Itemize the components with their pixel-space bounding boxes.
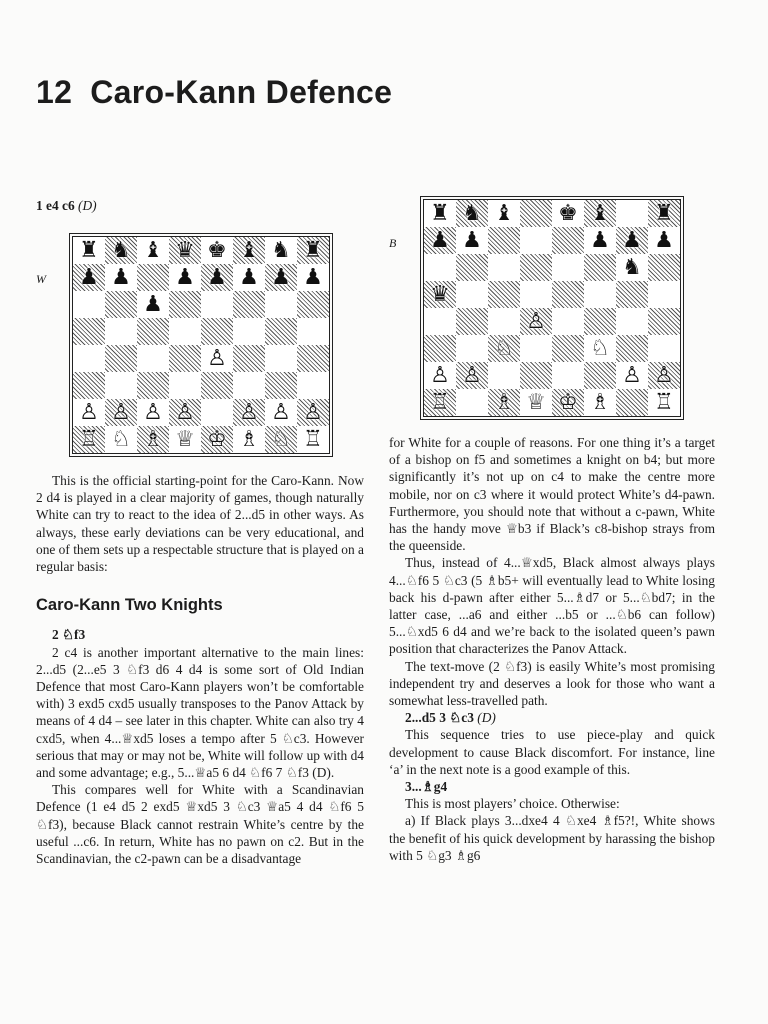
board-square xyxy=(488,335,520,362)
board-square xyxy=(169,264,201,291)
chess-piece-icon: ♙ xyxy=(79,399,99,425)
board-square xyxy=(616,389,648,416)
board-square xyxy=(456,281,488,308)
chess-piece-icon: ♙ xyxy=(526,308,546,334)
board-square xyxy=(233,399,265,426)
board-square xyxy=(297,318,329,345)
board-square xyxy=(105,264,137,291)
chess-piece-icon: ♞ xyxy=(111,237,131,263)
board-square xyxy=(616,335,648,362)
board-square xyxy=(648,362,680,389)
chess-piece-icon: ♗ xyxy=(239,426,259,452)
board-square xyxy=(137,426,169,453)
board-square xyxy=(73,345,105,372)
board-square xyxy=(169,399,201,426)
board-square xyxy=(520,335,552,362)
board-square xyxy=(584,200,616,227)
board-square xyxy=(616,254,648,281)
chess-piece-icon: ♜ xyxy=(79,237,99,263)
diagram1-side-to-move: W xyxy=(36,272,46,286)
board-square xyxy=(488,362,520,389)
board-square xyxy=(552,308,584,335)
right-column xyxy=(389,434,715,864)
board-square xyxy=(169,318,201,345)
board-square xyxy=(137,345,169,372)
board-square xyxy=(201,426,233,453)
board-square xyxy=(584,281,616,308)
board-square xyxy=(456,389,488,416)
board-square xyxy=(233,264,265,291)
chess-piece-icon: ♟ xyxy=(303,264,323,290)
board-square xyxy=(424,308,456,335)
move-heading: 3...♗g4 xyxy=(405,779,448,795)
paragraph: 2 c4 is another important alternative to the main lines: 2...d5 (2...e5 3 ♘f3 d6 4 d4 is some sort of Old Indian Defence that most Caro-Kann players won’t be comfortable with) 3 exd5 cxd5 usually transposes to the Panov Attack by means of 4 d4 – see later in this chapter. White can also try 4 cxd5, when 4...♕xd5 loses a tempo after 5 ♘c3. However serious that may or may not be, White will follow up with d4 and some advantage; e.g., 5...♕a5 6 d4 ♘f6 7 ♘f3 (D). xyxy=(36,644,364,781)
board-square xyxy=(424,281,456,308)
chess-piece-icon: ♖ xyxy=(654,389,674,415)
board-square xyxy=(552,389,584,416)
diagram-marker: (D) xyxy=(78,198,97,213)
chess-piece-icon: ♕ xyxy=(175,426,195,452)
board-square xyxy=(297,237,329,264)
left-column xyxy=(36,472,364,867)
move-heading xyxy=(389,709,715,726)
board-square xyxy=(105,318,137,345)
board-square xyxy=(73,291,105,318)
chess-piece-icon: ♙ xyxy=(430,362,450,388)
chess-piece-icon: ♟ xyxy=(111,264,131,290)
board-square xyxy=(648,227,680,254)
chapter-title-text: Caro-Kann Defence xyxy=(90,74,393,110)
board-square xyxy=(265,318,297,345)
chess-piece-icon: ♛ xyxy=(175,237,195,263)
chess-piece-icon: ♜ xyxy=(654,200,674,226)
chess-piece-icon: ♟ xyxy=(143,291,163,317)
chess-piece-icon: ♟ xyxy=(271,264,291,290)
chess-piece-icon: ♟ xyxy=(239,264,259,290)
paragraph: This sequence tries to use piece-play and quick development to cause Black discomfort. For instance, line ‘a’ in the next note is a good example of this. xyxy=(389,727,715,777)
chess-piece-icon: ♙ xyxy=(207,345,227,371)
board-square xyxy=(648,308,680,335)
chess-piece-icon: ♘ xyxy=(111,426,131,452)
board-square xyxy=(233,426,265,453)
board-square xyxy=(424,200,456,227)
board-square xyxy=(552,335,584,362)
paragraph: This compares well for White with a Scandinavian Defence (1 e4 d5 2 exd5 ♕xd5 3 ♘c3 ♕a5 4 d4 ♘f6 5 ♘f3), because Black cannot restrain White’s centre by the useful ...c6. In return, White has no pawn on c2. But in the Scandinavian, the c2-pawn can be a disadvantage xyxy=(36,782,364,867)
board-square xyxy=(137,399,169,426)
move-heading-text: 2...d5 3 ♘c3 xyxy=(405,710,474,726)
board-square xyxy=(520,281,552,308)
board-square xyxy=(648,389,680,416)
board-square xyxy=(584,308,616,335)
paragraph: This is the official starting-point for the Caro-Kann. Now 2 d4 is played in a clear majority of games, though naturally White can try to react to the idea of 2...d5 in other ways. As always, these early deviations can be very educational, and one of them sets up a respectable structure that is played on a regular basis: xyxy=(36,473,364,575)
board-square xyxy=(105,372,137,399)
board-square xyxy=(265,399,297,426)
board-square xyxy=(297,426,329,453)
chess-piece-icon: ♞ xyxy=(462,200,482,226)
board-square xyxy=(616,362,648,389)
section-heading: Caro-Kann Two Knights xyxy=(36,596,223,615)
chess-piece-icon: ♔ xyxy=(558,389,578,415)
board-square xyxy=(137,318,169,345)
board-square xyxy=(73,372,105,399)
board-square xyxy=(552,254,584,281)
board-square xyxy=(584,227,616,254)
board-square xyxy=(456,200,488,227)
chess-piece-icon: ♗ xyxy=(143,426,163,452)
board-square xyxy=(105,237,137,264)
move-heading: 2 ♘f3 xyxy=(52,627,86,643)
board-square xyxy=(552,227,584,254)
board-square xyxy=(488,308,520,335)
board-square xyxy=(105,426,137,453)
board-square xyxy=(488,227,520,254)
chess-piece-icon: ♜ xyxy=(430,200,450,226)
board-square xyxy=(201,345,233,372)
chess-piece-icon: ♗ xyxy=(494,389,514,415)
chess-piece-icon: ♜ xyxy=(303,237,323,263)
chess-piece-icon: ♙ xyxy=(622,362,642,388)
board-square xyxy=(488,281,520,308)
chess-piece-icon: ♙ xyxy=(271,399,291,425)
board-square xyxy=(169,237,201,264)
board-square xyxy=(233,237,265,264)
board-square xyxy=(456,227,488,254)
board-square xyxy=(584,362,616,389)
board-square xyxy=(520,254,552,281)
board-square xyxy=(73,237,105,264)
board-square xyxy=(169,426,201,453)
board-square xyxy=(648,281,680,308)
board-square xyxy=(488,254,520,281)
board-square xyxy=(488,389,520,416)
paragraph: This is most players’ choice. Otherwise: xyxy=(405,796,620,812)
board-square xyxy=(552,281,584,308)
chess-piece-icon: ♝ xyxy=(590,200,610,226)
chess-piece-icon: ♖ xyxy=(430,389,450,415)
chess-piece-icon: ♗ xyxy=(590,389,610,415)
chess-piece-icon: ♙ xyxy=(462,362,482,388)
board-square xyxy=(73,426,105,453)
board-square xyxy=(201,237,233,264)
board-square xyxy=(648,200,680,227)
chess-piece-icon: ♘ xyxy=(271,426,291,452)
board-square xyxy=(297,372,329,399)
chess-piece-icon: ♙ xyxy=(654,362,674,388)
board-square xyxy=(137,264,169,291)
board-square xyxy=(584,389,616,416)
board-square xyxy=(169,372,201,399)
board-square xyxy=(616,281,648,308)
board-square xyxy=(456,335,488,362)
board-square xyxy=(520,389,552,416)
board-square xyxy=(584,254,616,281)
board-square xyxy=(233,345,265,372)
chess-diagram-1 xyxy=(72,236,330,454)
chess-piece-icon: ♚ xyxy=(207,237,227,263)
chess-piece-icon: ♘ xyxy=(590,335,610,361)
board-square xyxy=(456,254,488,281)
board-square xyxy=(73,264,105,291)
board-square xyxy=(233,291,265,318)
board-square xyxy=(552,362,584,389)
board-square xyxy=(424,335,456,362)
chess-piece-icon: ♟ xyxy=(654,227,674,253)
board-square xyxy=(137,237,169,264)
chess-piece-icon: ♙ xyxy=(143,399,163,425)
chess-piece-icon: ♔ xyxy=(207,426,227,452)
chess-piece-icon: ♙ xyxy=(239,399,259,425)
board-square xyxy=(201,372,233,399)
chess-piece-icon: ♟ xyxy=(622,227,642,253)
board-square xyxy=(201,399,233,426)
board-square xyxy=(424,389,456,416)
chess-piece-icon: ♚ xyxy=(558,200,578,226)
board-square xyxy=(648,335,680,362)
paragraph: a) If Black plays 3...dxe4 4 ♘xe4 ♗f5?!, White shows the benefit of his quick development by harassing the bishop with 5 ♘g3 ♗g6 xyxy=(389,813,715,863)
chess-piece-icon: ♟ xyxy=(207,264,227,290)
board-square xyxy=(201,291,233,318)
board-square xyxy=(297,291,329,318)
chess-piece-icon: ♞ xyxy=(271,237,291,263)
intro-move-line xyxy=(36,198,97,214)
board-square xyxy=(201,264,233,291)
intro-moves: 1 e4 c6 xyxy=(36,198,75,213)
board-square xyxy=(105,345,137,372)
chess-piece-icon: ♝ xyxy=(494,200,514,226)
diagram-marker: (D) xyxy=(477,710,496,726)
chess-piece-icon: ♙ xyxy=(175,399,195,425)
chess-piece-icon: ♙ xyxy=(111,399,131,425)
chess-piece-icon: ♟ xyxy=(462,227,482,253)
chess-piece-icon: ♝ xyxy=(143,237,163,263)
board-square xyxy=(105,291,137,318)
board-square xyxy=(297,399,329,426)
board-square xyxy=(520,362,552,389)
board-square xyxy=(520,200,552,227)
board-square xyxy=(265,426,297,453)
board-square xyxy=(648,254,680,281)
chess-diagram-2 xyxy=(423,199,681,417)
board-square xyxy=(424,227,456,254)
board-square xyxy=(456,362,488,389)
board-square xyxy=(201,318,233,345)
chess-piece-icon: ♟ xyxy=(590,227,610,253)
chapter-title xyxy=(36,74,392,111)
chess-piece-icon: ♛ xyxy=(430,281,450,307)
chess-piece-icon: ♖ xyxy=(79,426,99,452)
board-square xyxy=(137,372,169,399)
diagram2-side-to-move: B xyxy=(389,236,397,250)
board-square xyxy=(169,345,201,372)
board-square xyxy=(297,264,329,291)
chess-piece-icon: ♝ xyxy=(239,237,259,263)
board-square xyxy=(488,200,520,227)
board-square xyxy=(520,308,552,335)
chess-piece-icon: ♟ xyxy=(175,264,195,290)
chess-piece-icon: ♞ xyxy=(622,254,642,280)
board-square xyxy=(265,291,297,318)
chess-piece-icon: ♟ xyxy=(79,264,99,290)
paragraph: for White for a couple of reasons. For one thing it’s a target of a bishop on f5 and sometimes a knight on b4; but more significantly it’s not up on c4 to make the centre more mobile, nor on c3 where it would protect White’s d4-pawn. Furthermore, you should note that without a c-pawn, White has the handy move ♕b3 if Black’s c8-bishop strays from the queenside. xyxy=(389,435,715,554)
chess-piece-icon: ♙ xyxy=(303,399,323,425)
board-square xyxy=(552,200,584,227)
board-square xyxy=(456,308,488,335)
board-square xyxy=(73,318,105,345)
board-square xyxy=(73,399,105,426)
paragraph: Thus, instead of 4...♕xd5, Black almost always plays 4...♘f6 5 ♘c3 (5 ♗b5+ will eventually lead to White losing back his d-pawn after either 5...♗d7 or 5...♘bd7; in the latter case, ...a6 and either ...b5 or ...♘b6 can follow) 5...♘xd5 6 d4 and we’re back to the isolated queen’s pawn position that characterizes the Panov Attack. xyxy=(389,555,715,657)
board-square xyxy=(265,345,297,372)
board-square xyxy=(233,372,265,399)
board-square xyxy=(616,200,648,227)
chess-piece-icon: ♕ xyxy=(526,389,546,415)
board-square xyxy=(424,362,456,389)
board-square xyxy=(520,227,552,254)
chess-piece-icon: ♘ xyxy=(494,335,514,361)
board-square xyxy=(616,308,648,335)
chess-piece-icon: ♟ xyxy=(430,227,450,253)
board-square xyxy=(105,399,137,426)
paragraph: The text-move (2 ♘f3) is easily White’s most promising independent try and deserves a look for those who want a somewhat less-travelled path. xyxy=(389,658,715,709)
board-square xyxy=(265,264,297,291)
board-square xyxy=(233,318,265,345)
board-square xyxy=(297,345,329,372)
board-square xyxy=(169,291,201,318)
board-square xyxy=(265,237,297,264)
board-square xyxy=(616,227,648,254)
board-square xyxy=(424,254,456,281)
chapter-number: 12 xyxy=(36,74,73,110)
board-square xyxy=(265,372,297,399)
chess-piece-icon: ♖ xyxy=(303,426,323,452)
board-square xyxy=(584,335,616,362)
board-square xyxy=(137,291,169,318)
